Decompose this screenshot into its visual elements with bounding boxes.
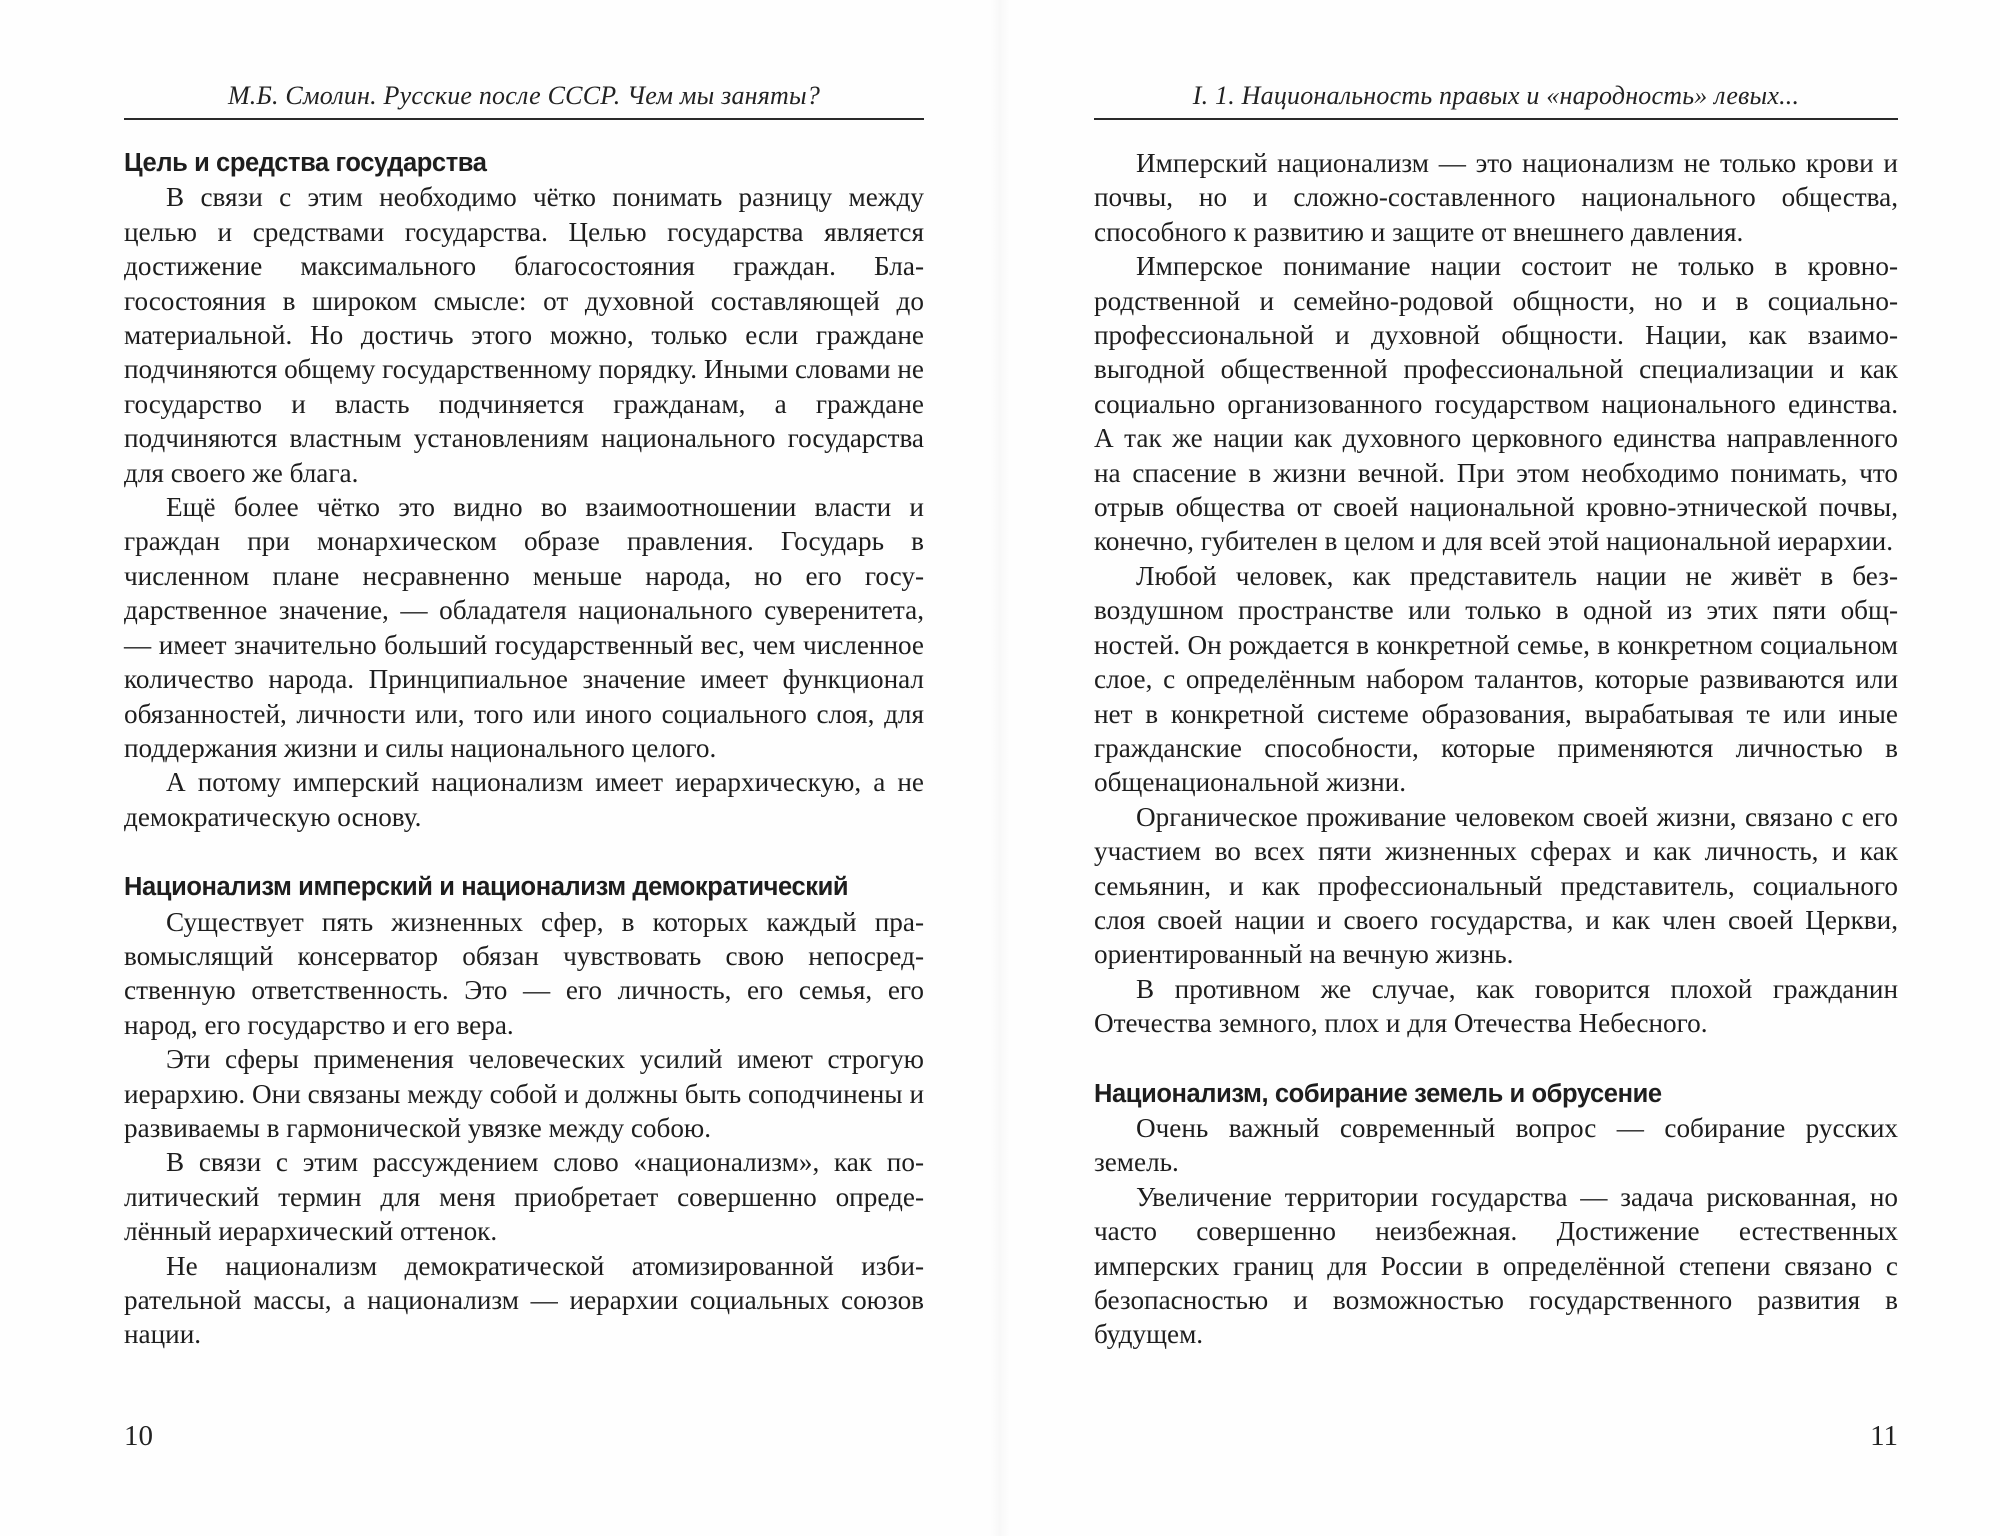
paragraph: Имперское понимание нации состоит не только в кровнородственной и семейно-родовой общности, но и в социальнопрофессиональной и духовной общности. Нации, как взаимовыгодной общественной профессиональной специализации и как социально организованного государством национального единства. А так же нации как духовного церковного единства направленного на спасение в жизни вечной. При этом необходимо понимать, что отрыв общества от своей национальной кровно-этнической почвы, конечно, губителен в целом и для всей этой национальной иерархии.: [1094, 251, 1898, 557]
paragraph: В противном же случае, как говорится плохой гражданин Отечества земного, плох и для Отечества Небесного.: [1094, 973, 1898, 1039]
paragraph: В связи с этим рассуждением слово «национализм», как политический термин для меня приобретает совершенно определённый иерархический оттенок.: [124, 1147, 924, 1247]
right-page: [1094, 0, 1898, 1536]
section-spacer: [124, 834, 924, 870]
paragraph: Любой человек, как представитель нации не живёт в безвоздушном пространстве или только в одной из этих пяти общностей. Он рождается в конкретной семье, в конкретном социальном слое, с определённым набором талантов, которые развиваются или нет в конкретной системе образования, вырабатывая те или иные гражданские способности, которые применяются личностью в общенациональной жизни.: [1094, 560, 1898, 798]
paragraph: Ещё более чётко это видно во взаимоотношении власти и граждан при монархическом образе правления. Государь в численном плане несравненно меньше народа, но его государственное значение, — обладателя национального суверенитета, — имеет значительно больший государственный вес, чем численное количество народа. Принципиальное значение имеет функционал обязанностей, личности или, того или иного социального слоя, для поддержания жизни и силы национального целого.: [124, 492, 924, 763]
right-page-body: [1094, 146, 1898, 1352]
page-number: 10: [124, 1420, 153, 1452]
page-number: 11: [1870, 1420, 1898, 1452]
paragraph: Не национализм демократической атомизированной избирательной массы, а национализм — иерархии социальных союзов нации.: [124, 1250, 924, 1350]
section-heading: Национализм имперский и национализм демократический: [124, 873, 849, 902]
section-heading: Национализм, собирание земель и обрусение: [1094, 1079, 1662, 1108]
left-page-body: [124, 146, 924, 1352]
paragraph: Увеличение территории государства — задача рискованная, но часто совершенно неизбежная. Достижение естественных имперских границ для России в определённой степени связано с безопасностью и возможностью государственного развития в будущем.: [1094, 1181, 1898, 1350]
left-running-head: М.Б. Смолин. Русские после СССР. Чем мы заняты?: [124, 81, 924, 120]
paragraph: Эти сферы применения человеческих усилий имеют строгую иерархию. Они связаны между собой и должны быть соподчинены и развиваемы в гармонической увязке между собою.: [124, 1044, 924, 1143]
paragraph: Органическое проживание человеком своей жизни, связано с его участием во всех пяти жизненных сферах и как личность, и как семьянин, и как профессиональный представитель, социального слоя своей нации и своего государства, и как член своей Церкви, ориентированный на вечную жизнь.: [1094, 801, 1898, 970]
paragraph: Существует пять жизненных сфер, в которых каждый правомыслящий консерватор обязан чувствовать свою непосредственную ответственность. Это — его личность, его семья, его народ, его государство и его вера.: [124, 906, 924, 1040]
paragraph: Имперский национализм — это национализм не только крови и почвы, но и сложно-составленного национального общества, способного к развитию и защите от внешнего давления.: [1094, 148, 1898, 247]
book-gutter: [990, 0, 1010, 1536]
paragraph: В связи с этим необходимо чётко понимать разницу между целью и средствами государства. Целью государства является достижение максимального благосостояния граждан. Благосостояния в широком смысле: от духовной составляющей до материальной. Но достичь этого можно, только если граждане подчиняются общему государственному порядку. Иными словами не государство и власть подчиняется гражданам, а граждане подчиняются властным установлениям национального государства для своего же блага.: [124, 182, 924, 488]
section-heading: Цель и средства государства: [124, 149, 487, 177]
paragraph: Очень важный современный вопрос — собирание русских земель.: [1094, 1112, 1898, 1178]
right-running-head: I. 1. Национальность правых и «народность» левых...: [1094, 81, 1898, 120]
section-spacer: [1094, 1041, 1898, 1077]
left-page: [124, 0, 924, 1536]
paragraph: А потому имперский национализм имеет иерархическую, а не демократическую основу.: [124, 767, 924, 832]
